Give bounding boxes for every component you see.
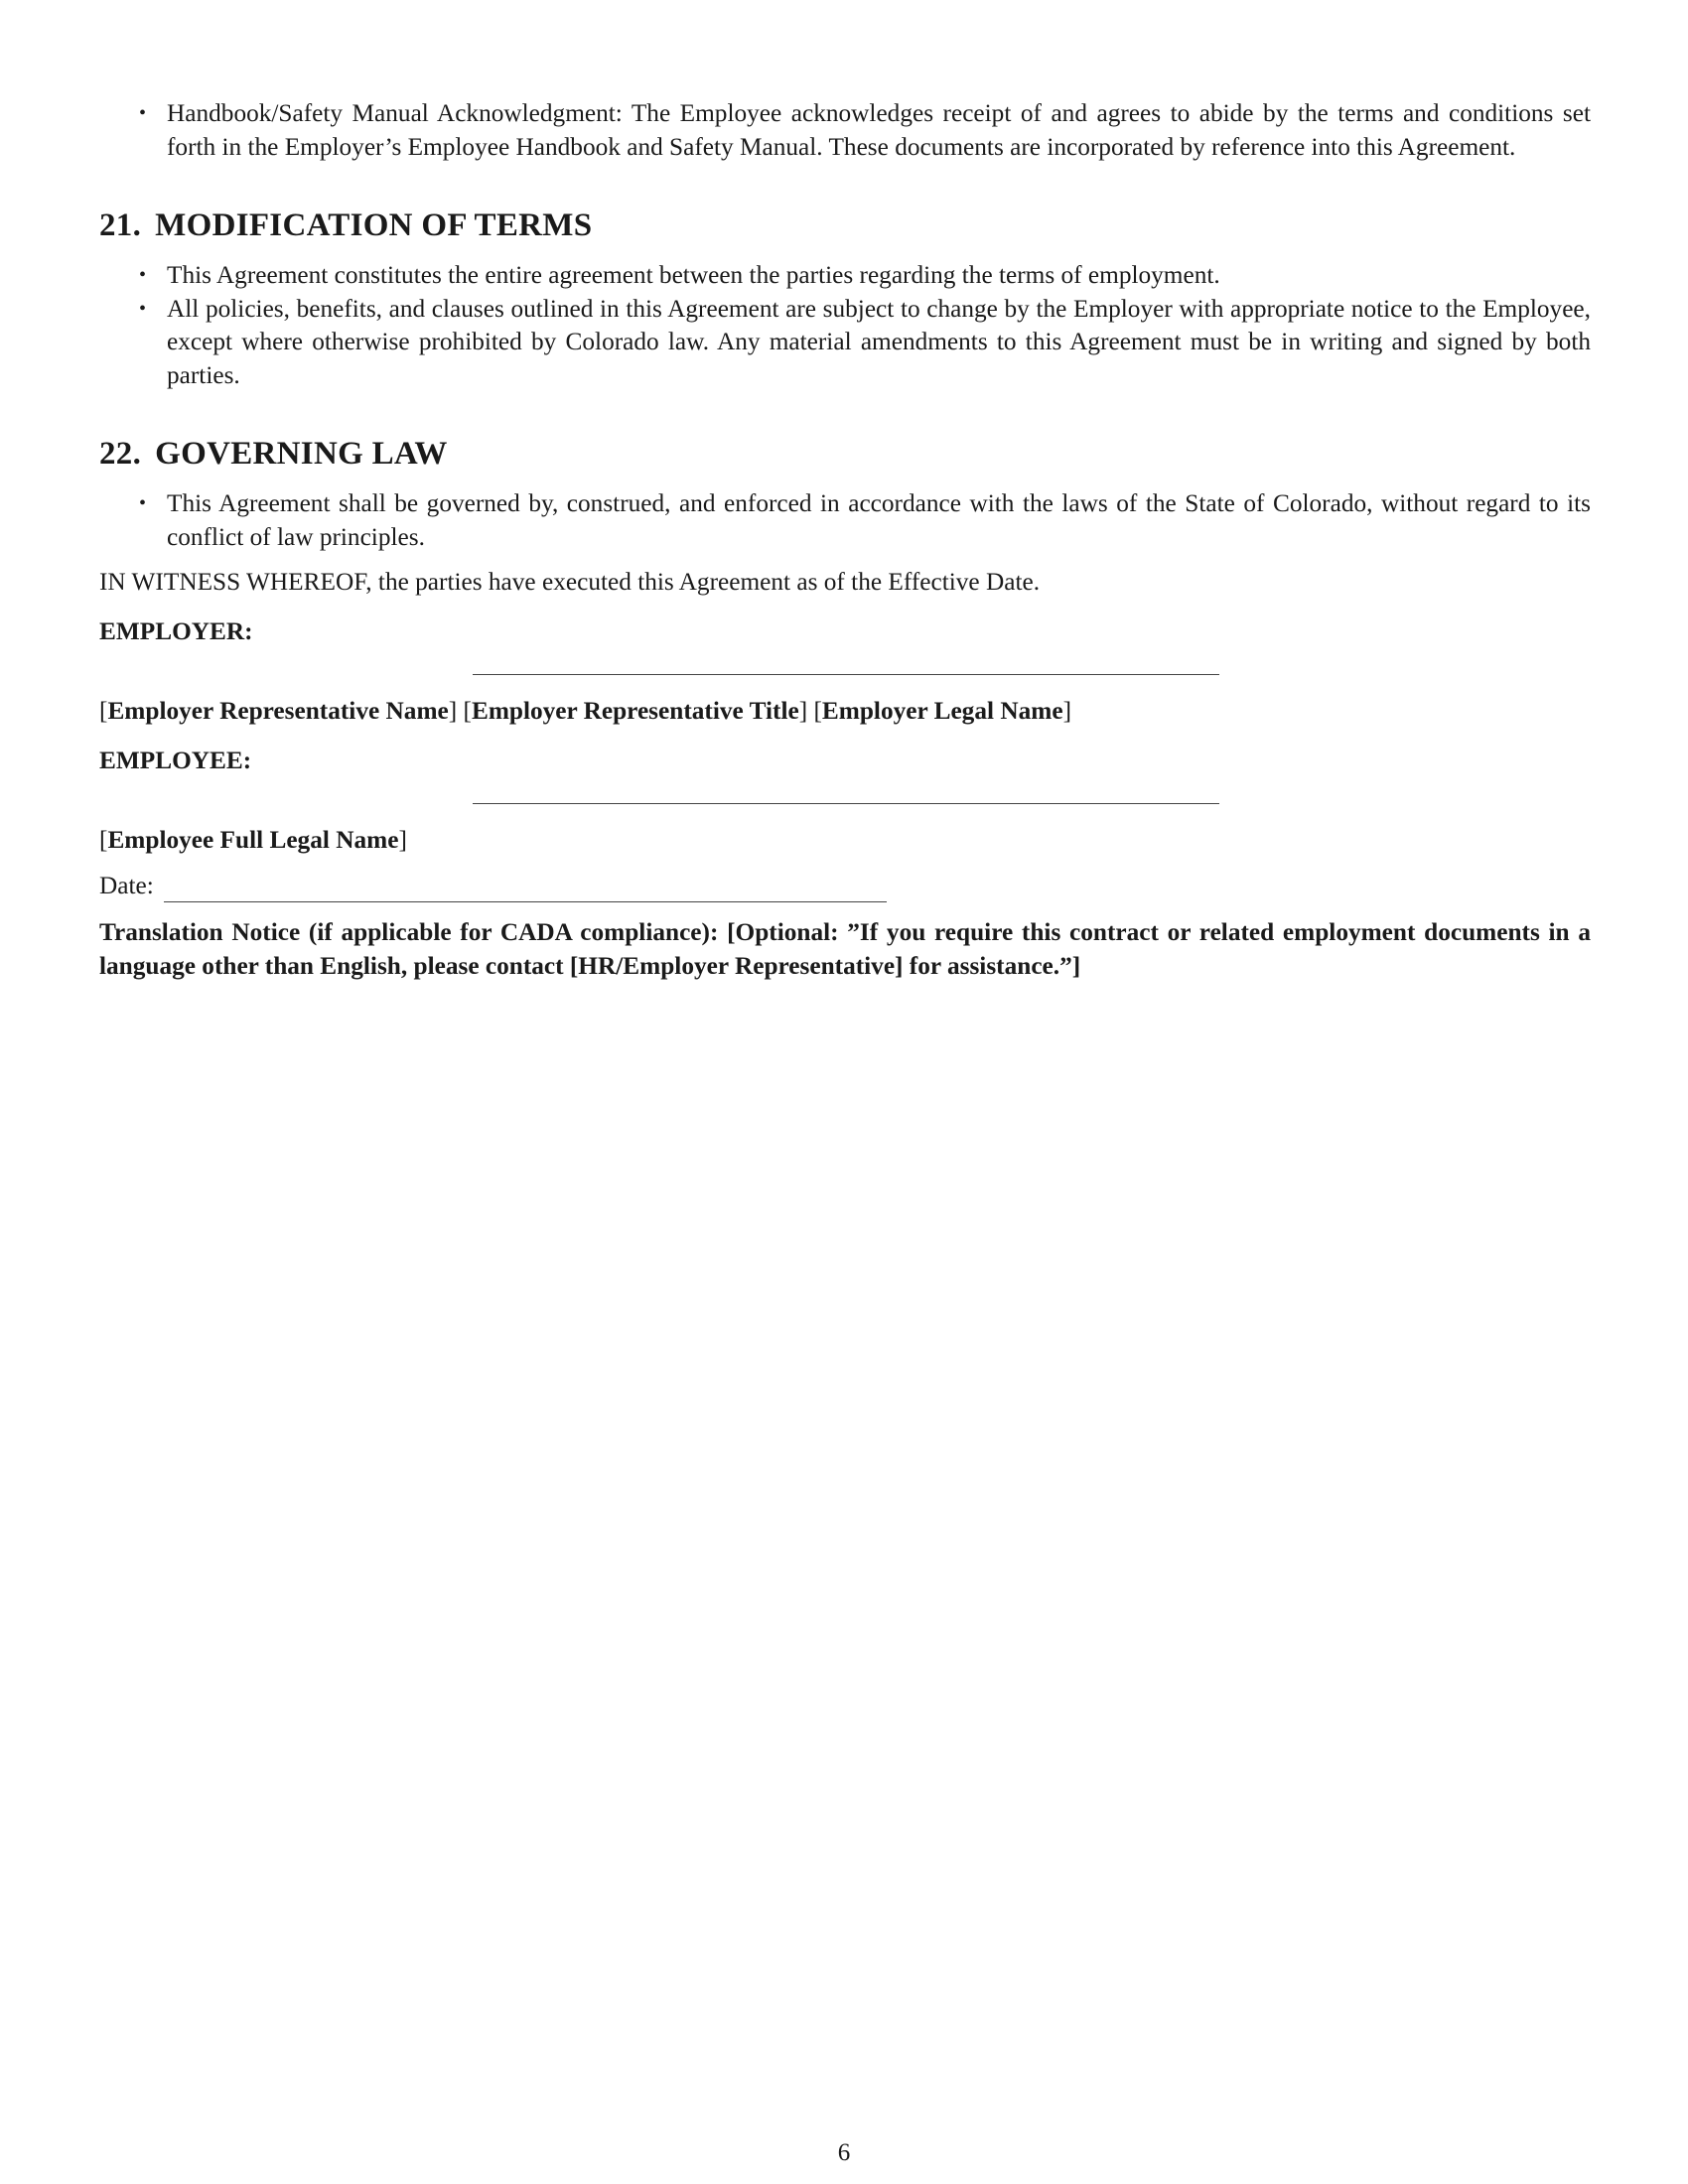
bullet-icon: • — [139, 102, 147, 124]
governing-law-text: This Agreement shall be governed by, construed, and enforced in accordance with the laws of the State of Colorado, without regard to its conflict of law principles. — [167, 489, 1591, 551]
list-item — [99, 487, 1591, 554]
section-22-heading — [99, 434, 1591, 474]
section-21-heading — [99, 205, 1591, 245]
page-number: 6 — [837, 2139, 851, 2166]
section-title: GOVERNING LAW — [155, 436, 448, 472]
intro-bullet-list — [99, 97, 1591, 164]
employee-signature-block: [Employee Full Legal Name] — [99, 826, 407, 854]
section-number: 22. — [99, 436, 142, 472]
translation-notice: Translation Notice (if applicable for CADA compliance): [Optional: ”If you require this contract or related employment documents in a language other than English, please contact [HR/Employer Representative] for assistance.”] — [99, 918, 1591, 980]
entire-agreement-text: This Agreement constitutes the entire agreement between the parties regarding the terms of employment. — [167, 261, 1220, 289]
date-label: Date: — [99, 871, 154, 899]
section-number: 21. — [99, 207, 142, 243]
bullet-icon: • — [139, 297, 147, 320]
list-item — [99, 259, 1591, 293]
section-title: MODIFICATION OF TERMS — [155, 207, 593, 243]
bullet-icon: • — [139, 492, 147, 514]
document-page — [99, 97, 1591, 983]
section-21-bullet-list — [99, 259, 1591, 392]
employer-signature-block: [Employer Representative Name] [Employer Representative Title] [Employer Legal Name] — [99, 697, 1071, 725]
list-item — [99, 97, 1591, 164]
employer-legal-name: Employer Legal Name — [821, 697, 1063, 725]
handbook-acknowledgment-text: Handbook/Safety Manual Acknowledgment: The Employee acknowledges receipt of and agrees to abide by the terms and conditions set forth in the Employer’s Employee Handbook and Safety Manual. These documents are incorporated by reference into this Agreement. — [167, 99, 1591, 161]
employer-signature-line[interactable] — [473, 648, 1219, 675]
date-field-line[interactable] — [164, 880, 887, 902]
bullet-icon: • — [139, 264, 147, 286]
section-22-bullet-list — [99, 487, 1591, 554]
list-item — [99, 293, 1591, 393]
employer-rep-name: Employer Representative Name — [107, 697, 449, 725]
employee-label: EMPLOYEE: — [99, 746, 252, 774]
employer-rep-title: Employer Representative Title — [471, 697, 799, 725]
date-row — [99, 870, 1591, 903]
employee-full-name: Employee Full Legal Name — [107, 826, 399, 854]
employer-label: EMPLOYER: — [99, 616, 253, 645]
policy-change-text: All policies, benefits, and clauses outlined in this Agreement are subject to change by the Employer with appropriate notice to the Employee, except where otherwise prohibited by Colorado law. Any material amendments to this Agreement must be in writing and signed by both parties. — [167, 294, 1591, 389]
witness-statement: IN WITNESS WHEREOF, the parties have executed this Agreement as of the Effective Date. — [99, 568, 1041, 596]
employee-signature-line[interactable] — [473, 777, 1219, 804]
